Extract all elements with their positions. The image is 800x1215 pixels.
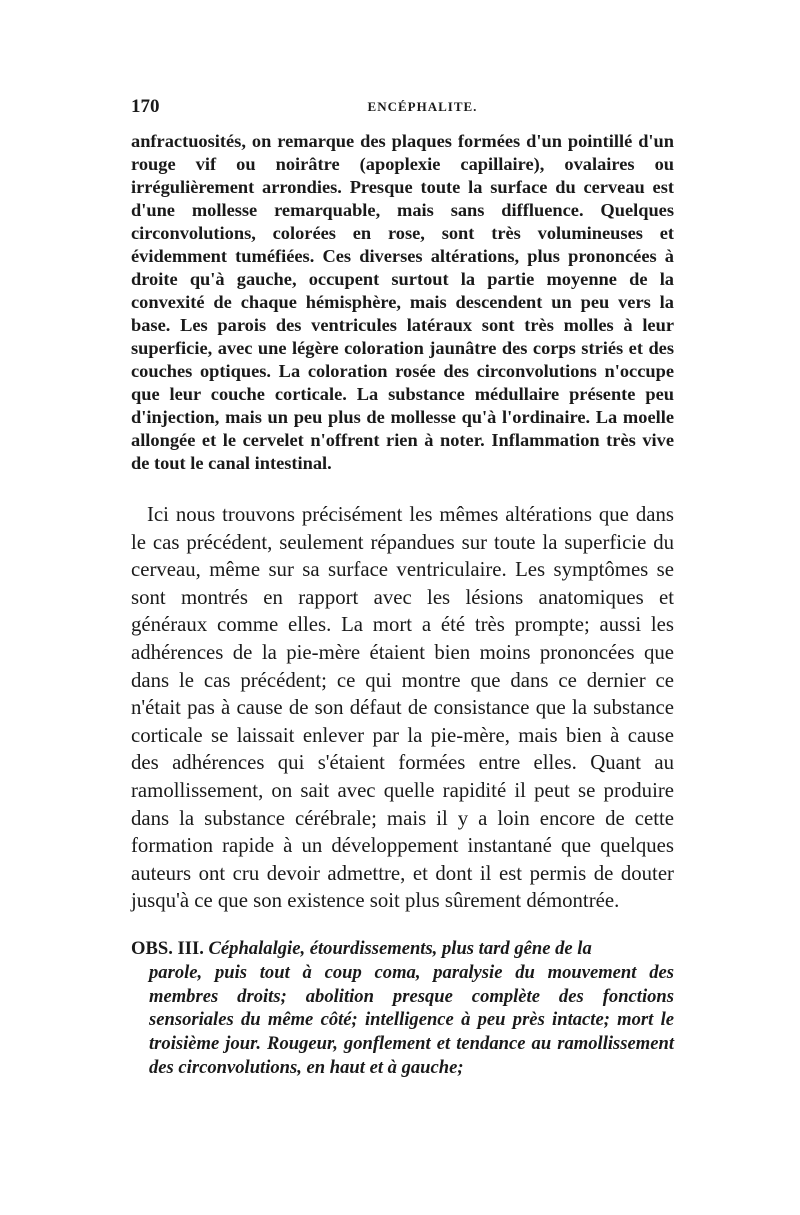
chapter-title: ENCÉPHALITE. [367, 99, 478, 114]
page-number: 170 [131, 96, 160, 117]
commentary-paragraph: Ici nous trouvons précisément les mêmes altérations que dans le cas précédent, seulement répandues sur toute la superficie du cerveau, même sur sa surface ventriculaire. Les symptômes se sont montrés en rapport avec les lésions anatomiques et généraux comme elles. La mort a été très prompte; aussi les adhérences de la pie-mère étaient bien moins prononcées que dans le cas précédent; ce qui montre que dans ce dernier ce n'était pas à cause de son défaut de consistance que la substance corticale se laissait enlever par la pie-mère, mais bien à cause des adhérences qui s'étaient formées entre elles. Quant au ramollissement, on sait avec quelle rapidité il peut se produire dans la substance cérébrale; mais il y a loin encore de cette formation rapide à un développement instantané que quelques auteurs ont cru devoir admettre, et dont il est permis de douter jusqu'à ce que son existence soit plus sûrement démontrée. [131, 503, 674, 913]
running-head [131, 96, 674, 122]
observation-heading [131, 937, 674, 1080]
case-report-paragraph: anfractuosités, on remarque des plaques formées d'un pointillé d'un rouge vif ou noirâtre (apoplexie capillaire), ovalaires ou irrégulièrement arrondies. Presque toute la surface du cerveau est d'une mollesse remarquable, mais sans diffluence. Quelques circonvolutions, colorées en rose, sont très volumineuses et évidemment tuméfiées. Ces diverses altérations, plus prononcées à droite qu'à gauche, occupent surtout la partie moyenne de la convexité de chaque hémisphère, mais descendent un peu vers la base. Les parois des ventricules latéraux sont très molles à leur superficie, avec une légère coloration jaunâtre des corps striés et des couches optiques. La coloration rosée des circonvolutions n'occupe que leur couche corticale. La substance médullaire présente peu d'injection, mais un peu plus de mollesse qu'à l'ordinaire. La moelle allongée et le cervelet n'offrent rien à noter. Inflammation très vive de tout le canal intestinal. [131, 131, 674, 473]
observation-title-rest: parole, puis tout à coup coma, paralysie du mouvement des membres droits; abolition presque complète des fonctions sensoriales du même côté; intelligence à peu près intacte; mort le troisième jour. Rougeur, gonflement et tendance au ramollissement des circonvolutions, en haut et à gauche; [149, 961, 674, 1078]
observation-title-line: Céphalalgie, étourdissements, plus tard gêne de la [208, 937, 592, 959]
observation-label: OBS. III. [131, 937, 204, 959]
book-page [131, 96, 674, 1080]
